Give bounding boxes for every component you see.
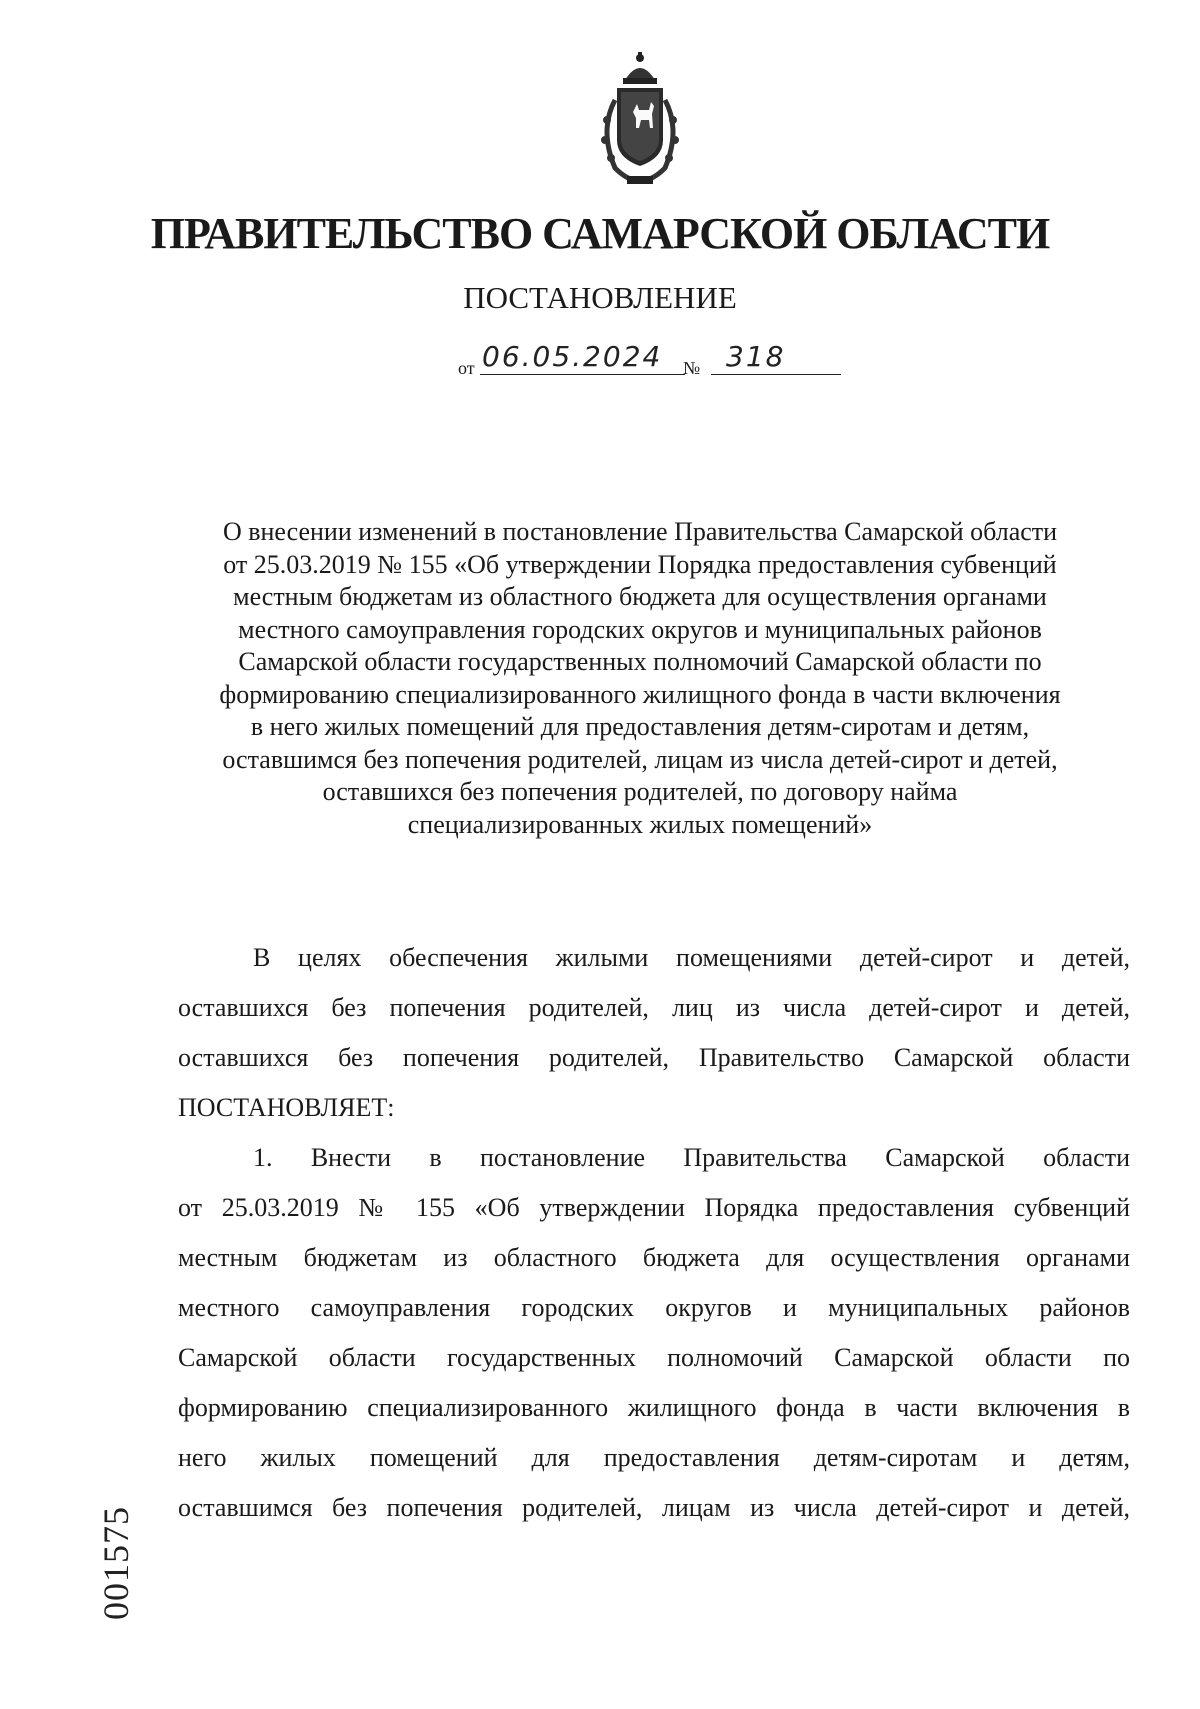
margin-stamp bbox=[85, 1340, 136, 1620]
body-line: оставшимся без попечения родителей, лицам из числа детей-сирот и детей, bbox=[178, 1493, 1130, 1522]
body-line: ПОСТАНОВЛЯЕТ: bbox=[178, 1093, 395, 1122]
subject-line: формированию специализированного жилищного фонда в части включения bbox=[219, 679, 1061, 709]
subject-line: специализированных жилых помещений» bbox=[407, 809, 873, 839]
organization-title: ПРАВИТЕЛЬСТВО САМАРСКОЙ ОБЛАСТИ bbox=[150, 209, 1050, 258]
number-label: № bbox=[683, 358, 701, 378]
body-line: Самарской области государственных полномочий Самарской области по bbox=[178, 1343, 1130, 1372]
body-line: оставшихся без попечения родителей, Правительство Самарской области bbox=[178, 1043, 1130, 1072]
body-line: формированию специализированного жилищного фонда в части включения в bbox=[178, 1393, 1130, 1422]
coat-of-arms-icon bbox=[585, 50, 695, 190]
body-line: местным бюджетам из областного бюджета для осуществления органами bbox=[178, 1243, 1130, 1272]
date-prefix: от bbox=[458, 358, 475, 378]
body-line: оставшихся без попечения родителей, лиц из числа детей-сирот и детей, bbox=[178, 993, 1130, 1022]
subject-line: местным бюджетам из областного бюджета для осуществления органами bbox=[233, 582, 1047, 611]
body-line: местного самоуправления городских округов и муниципальных районов bbox=[178, 1293, 1130, 1322]
subject-line: О внесении изменений в постановление Правительства Самарской области bbox=[222, 517, 1058, 546]
document-body bbox=[178, 933, 1130, 1533]
date-number-line bbox=[458, 336, 858, 376]
subject-line: от 25.03.2019 № 155 «Об утверждении Порядка предоставления субвенций bbox=[223, 549, 1057, 579]
margin-stamp-number: 001575 bbox=[96, 1506, 136, 1620]
date-underline bbox=[480, 374, 685, 375]
subject-line: оставшихся без попечения родителей, по договору найма bbox=[322, 777, 958, 806]
document-number: 318 bbox=[726, 340, 786, 373]
subject-line: Самарской области государственных полномочий Самарской области по bbox=[238, 647, 1042, 676]
document-type: ПОСТАНОВЛЕНИЕ bbox=[463, 280, 737, 315]
subject-line: местного самоуправления городских округов и муниципальных районов bbox=[238, 614, 1042, 644]
subject-line: оставшимся без попечения родителей, лицам из числа детей-сирот и детей, bbox=[222, 744, 1058, 774]
body-line: него жилых помещений для предоставления детям-сиротам и детям, bbox=[178, 1443, 1130, 1472]
body-line: от 25.03.2019 № 155 «Об утверждении Порядка предоставления субвенций bbox=[178, 1193, 1130, 1222]
number-underline bbox=[711, 374, 841, 375]
document-subject bbox=[170, 516, 1110, 841]
subject-line: в него жилых помещений для предоставления детям-сиротам и детям, bbox=[250, 712, 1030, 741]
document-date: 06.05.2024 bbox=[482, 340, 663, 373]
body-line: В целях обеспечения жилыми помещениями детей-сирот и детей, bbox=[253, 943, 1130, 972]
body-line: 1. Внести в постановление Правительства Самарской области bbox=[253, 1143, 1130, 1172]
